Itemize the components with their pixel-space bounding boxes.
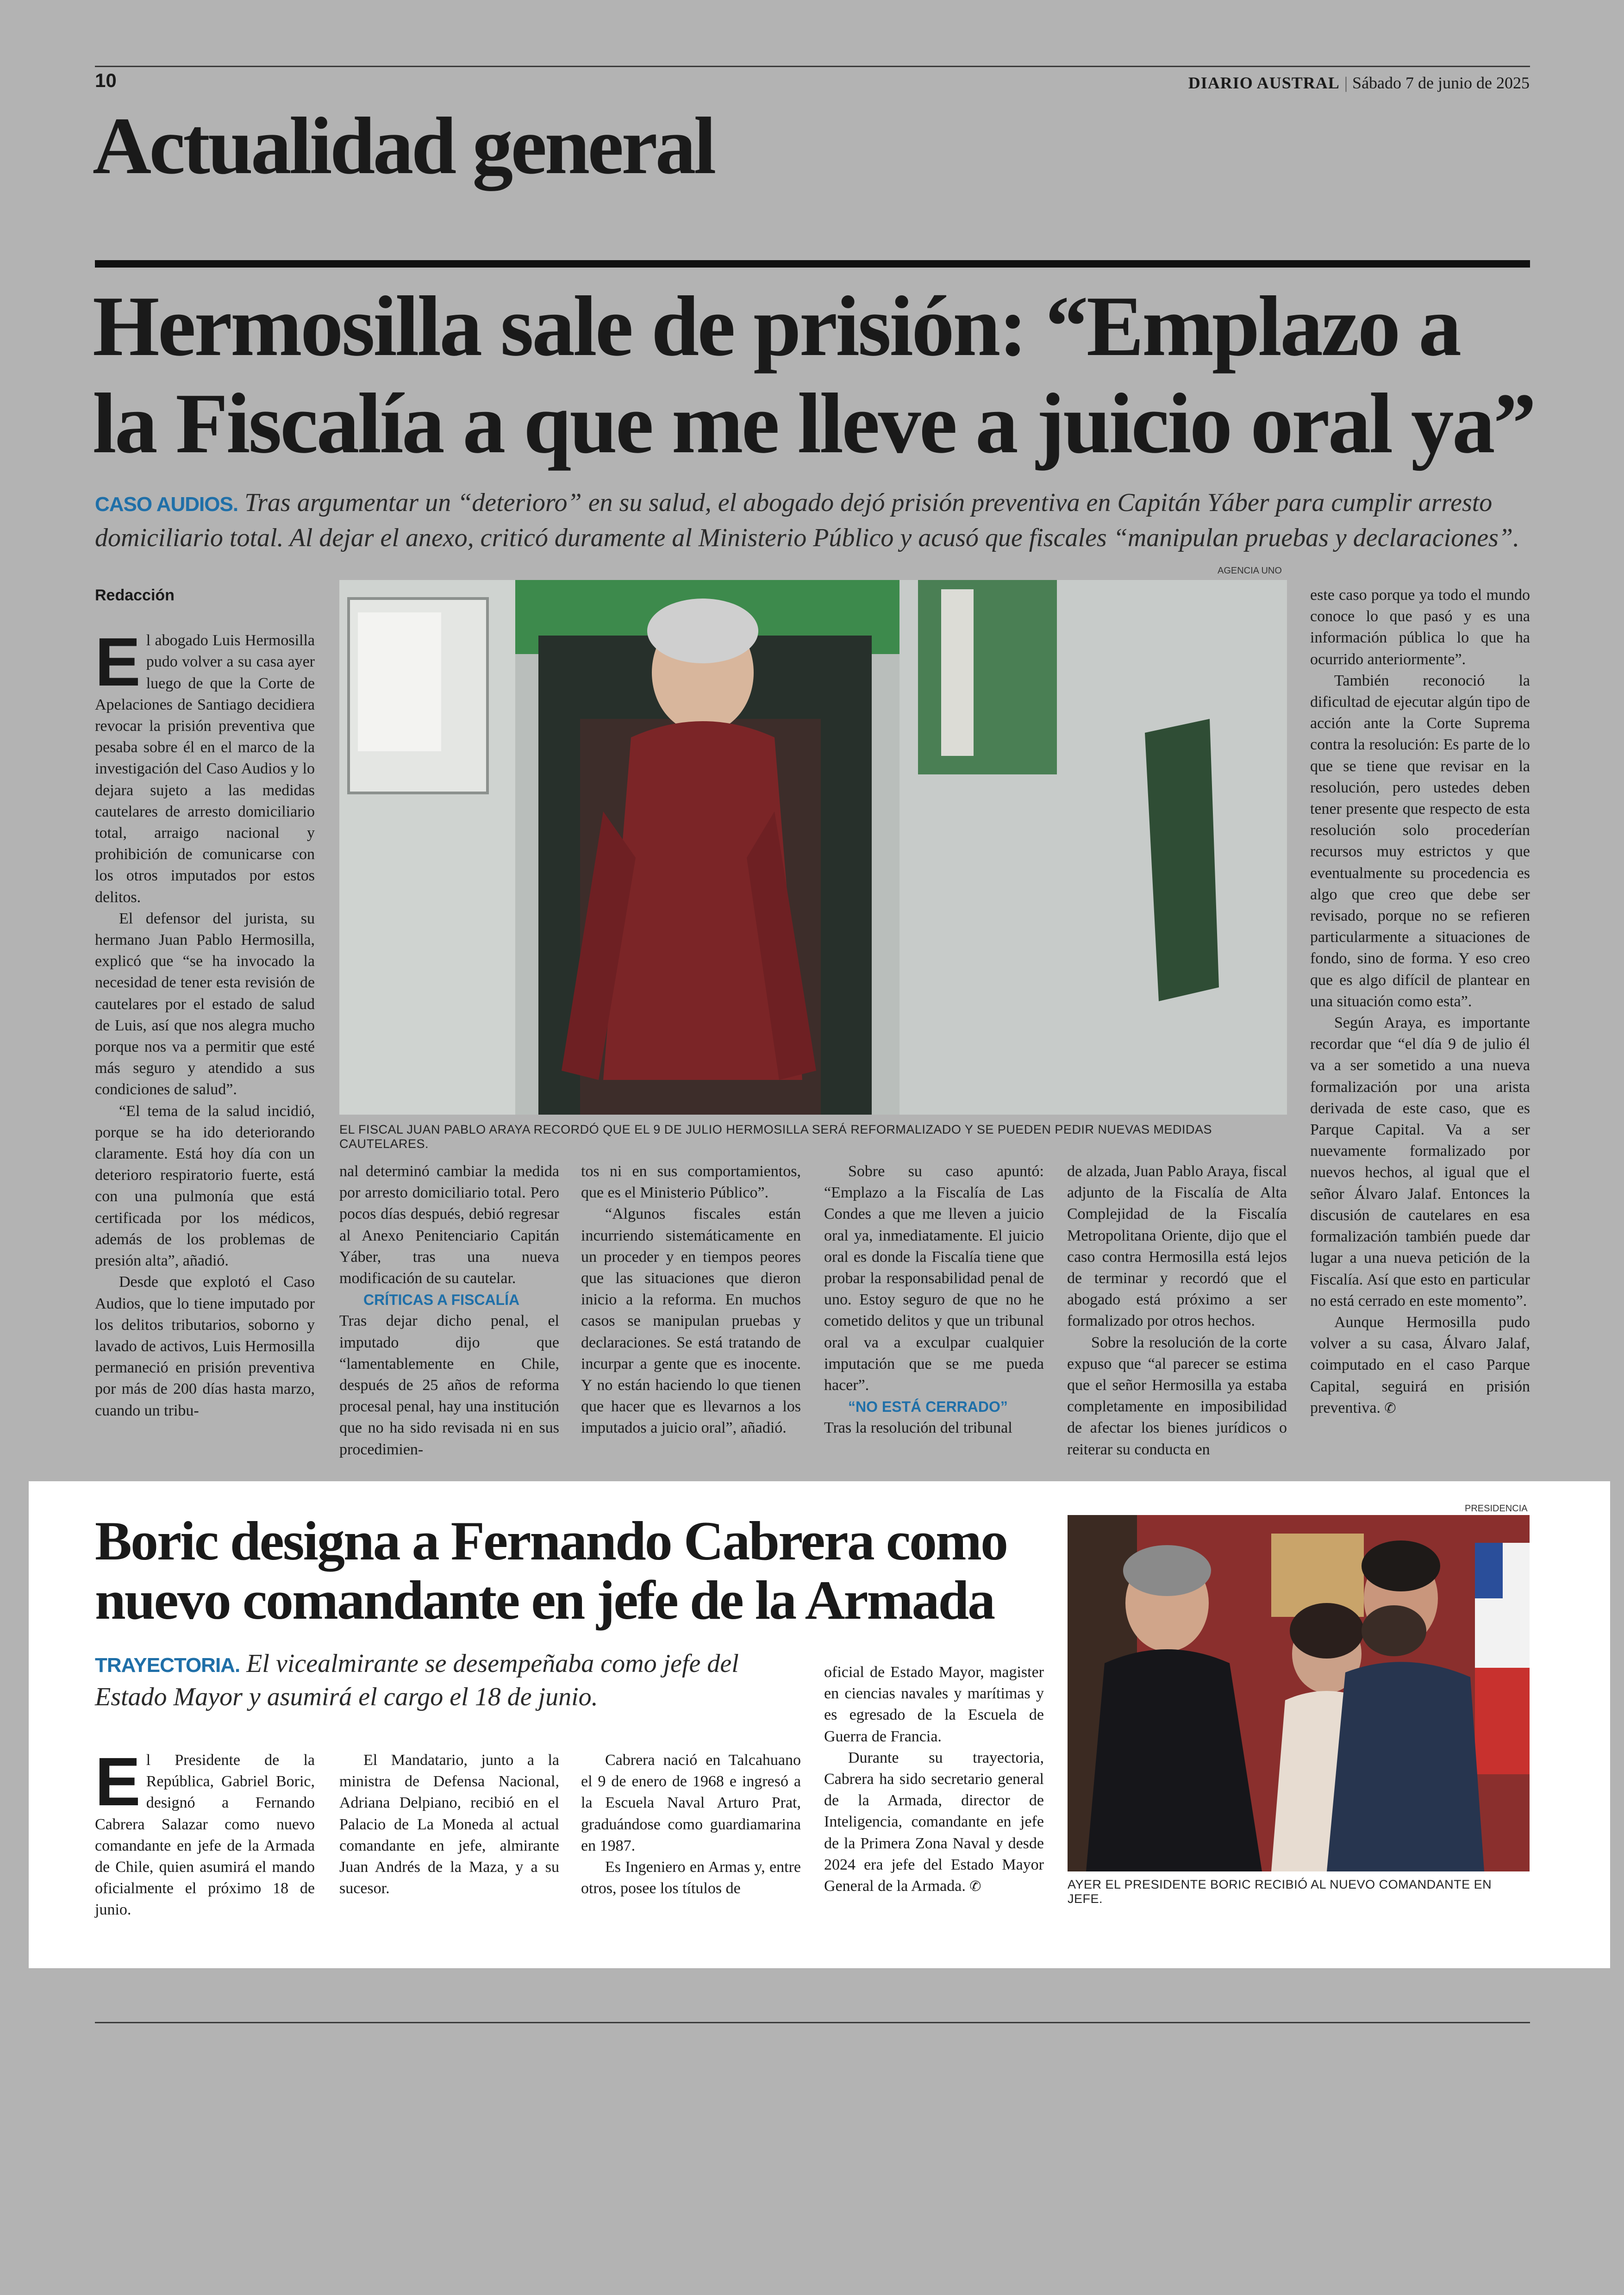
story2-paragraph: Es Ingeniero en Armas y, entre otros, posee los títulos de [581, 1858, 801, 1897]
main-headline: Hermosilla sale de prisión: “Emplazo a la Fiscalía a que me lleve a juicio oral ya” [93, 279, 1535, 471]
section-title: Actualidad general [93, 101, 714, 191]
byline: Redacción [95, 586, 175, 604]
main-kicker: CASO AUDIOS. [95, 493, 238, 516]
main-paragraph: nal determinó cambiar la medida por arresto domiciliario total. Pero pocos días después, debió regresar al Anexo Penitenciario Capitán Yáber, tras una nueva modificación de su cautelar. [339, 1163, 559, 1287]
main-deck [95, 486, 1535, 555]
main-paragraph: “Algunos fiscales están incurriendo sistemáticamente en un proceder y en tiempos peores que las situaciones que dieron inicio a la reforma. En muchos casos se manipulan pruebas y declaraciones. Se está tratando de incurpar a gente que es inocente. Y no están haciendo lo que tienen que hacer que es llevarnos a los imputados a juicio oral”, añadió. [581, 1205, 801, 1437]
main-paragraph: El defensor del jurista, su hermano Juan Pablo Hermosilla, explicó que “se ha invocado la necesidad de tener esta revisión de cautelares por el estado de salud de Luis, así que nos alegra mucho porque nos va a permitir que esté más seguro y atendido a sus condiciones de salud”. [95, 910, 315, 1098]
story2-deck [95, 1648, 799, 1713]
story2-column-4 [824, 1662, 1044, 1897]
photo-credit-main: AGENCIA UNO [1218, 566, 1282, 576]
page-number: 10 [95, 69, 117, 91]
main-deck-text: Tras argumentar un “deterioro” en su salud, el abogado dejó prisión preventiva en Capitán Yáber para cumplir arresto domiciliario total. Al dejar el anexo, criticó duramente al Ministerio Público y acusó que fiscales “manipulan pruebas y declaraciones”. [95, 488, 1519, 552]
story2-paragraph: Durante su trayectoria, Cabrera ha sido secretario general de la Armada, director de Inteligencia, comandante en jefe de la Primera Zona Naval y desde 2024 era jefe del Estado Mayor General de la Armada. ✆ [824, 1749, 1044, 1895]
headline-top-rule [95, 260, 1530, 268]
end-of-story-mark: ✆ [969, 1878, 981, 1895]
drop-cap: E [95, 624, 141, 701]
subhead-criticas: CRÍTICAS A FISCALÍA [363, 1291, 520, 1309]
photo-boric-cabrera-handshake [1068, 1515, 1530, 1871]
story2-column-1 [95, 1744, 315, 1921]
main-paragraph: tos ni en sus comportamientos, que es el Ministerio Público”. [581, 1163, 801, 1202]
main-column-3 [581, 1161, 801, 1439]
story2-column-3 [581, 1750, 801, 1899]
header-rule [95, 66, 1530, 67]
subhead-no-esta-cerrado: “NO ESTÁ CERRADO” [848, 1398, 1008, 1416]
photo-illustration [339, 580, 1287, 1115]
story2-headline: Boric designa a Fernando Cabrera como nuevo comandante en jefe de la Armada [95, 1510, 1007, 1631]
main-column-6 [1310, 585, 1530, 1419]
story2-column-2 [339, 1750, 559, 1899]
story2-paragraph: oficial de Estado Mayor, magister en ciencias navales y marítimas y es egresado de la Escuela de Guerra de Francia. [824, 1664, 1044, 1745]
story2-paragraph: Cabrera nació en Talcahuano el 9 de enero de 1968 e ingresó a la Escuela Naval Arturo Prat, graduándose como guardiamarina en 1987. [581, 1752, 801, 1854]
story2-paragraph: El Mandatario, junto a la ministra de Defensa Nacional, Adriana Delpiano, recibió en el Palacio de La Moneda al actual comandante en jefe, almirante Juan Andrés de la Maza, y a su sucesor. [339, 1752, 559, 1897]
masthead [1188, 73, 1530, 93]
main-paragraph: este caso porque ya todo el mundo conoce lo que pasó y es una información pública lo que ha ocurrido anteriormente”. [1310, 586, 1530, 668]
story2-deck-text: El vicealmirante se desempeñaba como jefe del Estado Mayor y asumirá el cargo el 18 de junio. [95, 1649, 739, 1711]
photo-hermosilla-leaving-prison [339, 580, 1287, 1115]
masthead-separator: | [1344, 74, 1348, 92]
main-paragraph: El abogado Luis Hermosilla pudo volver a su casa ayer luego de que la Corte de Apelaciones de Santiago decidiera revocar la prisión preventiva que pesaba sobre él en el marco de la investigación del Caso Audios y lo dejara sujeto a las medidas cautelares de arresto domiciliario total, arraigo nacional y prohibición de comunicarse con los otros imputados por estos delitos. [95, 624, 315, 906]
photo-illustration [1068, 1515, 1530, 1871]
story2-paragraph: El Presidente de la República, Gabriel Boric, designó a Fernando Cabrera Salazar como nuevo comandante en jefe de la Armada de Chile, quien asumirá el mando oficialmente el próximo 18 de junio. [95, 1744, 315, 1919]
main-paragraph: Tras dejar dicho penal, el imputado dijo que “lamentablemente en Chile, después de 25 años de reforma procesal penal, hay una institución que no ha sido revisada ni en sus procedimien- [339, 1312, 559, 1458]
main-paragraph: Tras la resolución del tribunal [824, 1419, 1012, 1437]
story2-kicker: TRAYECTORIA. [95, 1654, 240, 1677]
footer-rule [95, 2022, 1530, 2023]
main-paragraph: Según Araya, es importante recordar que “el día 9 de julio él va a ser sometido a una nueva formalización por una arista derivada de este caso, que es Parque Capital. Va a ser nuevamente formalizado por nuevos hechos, al igual que el señor Álvaro Jalaf. Entonces la discusión de cautelares en esa formalización también puede dar lugar a una nueva petición de la Fiscalía. Así que esto en particular no está cerrado en este momento”. [1310, 1014, 1530, 1310]
main-photo-caption: EL FISCAL JUAN PABLO ARAYA RECORDÓ QUE EL 9 DE JULIO HERMOSILLA SERÁ REFORMALIZADO Y SE PUEDEN PEDIR NUEVAS MEDIDAS CAUTELARES. [339, 1123, 1212, 1151]
drop-cap: E [95, 1744, 141, 1820]
main-column-4 [824, 1161, 1044, 1439]
main-paragraph: “El tema de la salud incidió, porque se ha ido deteriorando claramente. Está hoy día con un deterioro respiratorio fuerte, está con una pulmonía que está certificada por los médicos, además de los problemas de presión alta”, añadió. [95, 1102, 315, 1270]
main-paragraph: de alzada, Juan Pablo Araya, fiscal adjunto de la Fiscalía de Alta Complejidad de la Fiscalía Metropolitana Oriente, dijo que el caso contra Hermosilla está lejos de terminar y recordó que el abogado está próximo a ser formalizado por otros hechos. [1067, 1163, 1287, 1330]
publication-name: DIARIO AUSTRAL [1188, 74, 1340, 92]
publication-date: Sábado 7 de junio de 2025 [1352, 74, 1530, 92]
main-column-5 [1067, 1161, 1287, 1460]
main-paragraph: Sobre su caso apuntó: “Emplazo a la Fiscalía de Las Condes a que me lleven a juicio oral ya, inmediatamente. El juicio oral es donde la Fiscalía tiene que probar la responsabilidad penal de uno. Estoy seguro de que no he cometido delitos y que un tribunal oral va a exculpar cualquier imputación que se me pueda hacer”. [824, 1163, 1044, 1394]
main-paragraph: Desde que explotó el Caso Audios, que lo tiene imputado por los delitos tributarios, soborno y lavado de activos, Luis Hermosilla permaneció en prisión preventiva por más de 200 días hasta marzo, cuando un tribu- [95, 1273, 315, 1419]
end-of-story-mark: ✆ [1384, 1400, 1396, 1416]
story2-photo-caption: AYER EL PRESIDENTE BORIC RECIBIÓ AL NUEVO COMANDANTE EN JEFE. [1068, 1877, 1492, 1906]
main-paragraph: Sobre la resolución de la corte expuso que “al parecer se estima que el señor Hermosilla ya estaba completamente en imposibilidad de afectar los bienes jurídicos o reiterar su conducta en [1067, 1334, 1287, 1458]
main-column-2 [339, 1161, 559, 1460]
main-column-1 [95, 585, 315, 1422]
main-paragraph: También reconoció la dificultad de ejecutar algún tipo de acción ante la Corte Suprema contra la resolución: Es parte de lo que se tiene que revisar en la resolución, pero ustedes deben tener presente que respecto de esta resolución solo procederían recursos muy estrictos y que eventualmente su procedencia es algo que creo que debe ser revisado, porque no se refieren particularmente a situaciones de fondo, sino de forma. Y eso creo que es algo difícil de plantear en una situación como esta”. [1310, 672, 1530, 1010]
main-paragraph: Aunque Hermosilla pudo volver a su casa, Álvaro Jalaf, coimputado en el caso Parque Capital, seguirá en prisión preventiva. ✆ [1310, 1313, 1530, 1416]
photo-credit-story2: PRESIDENCIA [1465, 1503, 1528, 1514]
